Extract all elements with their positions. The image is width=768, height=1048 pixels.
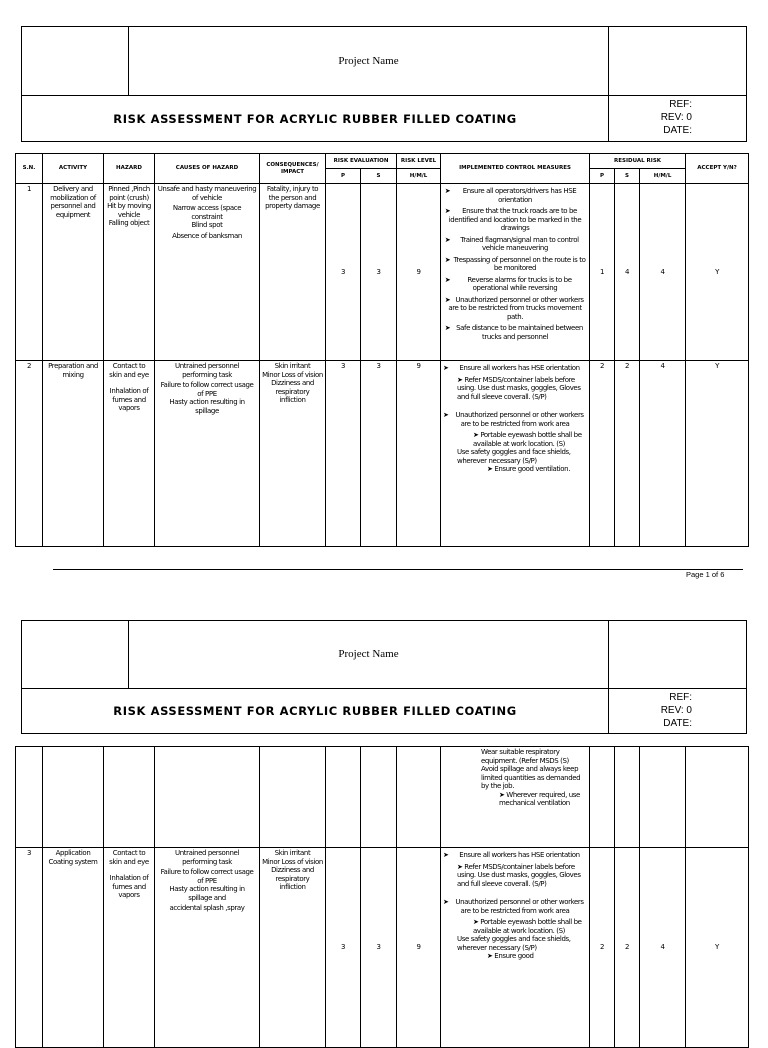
date-label: DATE: — [663, 718, 692, 729]
row-level: 9 — [397, 361, 441, 547]
col-hml: H/M/L — [397, 169, 441, 184]
row-res-level: 4 — [640, 184, 686, 361]
row-level: 9 — [397, 184, 441, 361]
row-causes: Unsafe and hasty maneuvering of vehicle Narrow access (space constraint Blind spot Absence of banksman — [155, 184, 260, 361]
row-accept: Y — [686, 848, 749, 1048]
row-activity: Application Coating system — [43, 848, 104, 1048]
row-res-p: 1 — [590, 184, 615, 361]
header-box-page2 — [21, 620, 747, 734]
row-p: 3 — [326, 848, 361, 1048]
row-controls: ➤ Ensure all workers has HSE orientation ➤ Refer MSDS/container labels before using. Use dust masks, goggles, Gloves and full sleeve coverall. (S/P) ➤ Unauthorized personnel or other workers are to be restricted from work area ➤ Portable eyewash bottle shall be available at work location. (S) Use safety goggles and face shields, wherever necessary (S/P) ➤ Ensure good — [441, 848, 590, 1048]
col-res-p: P — [590, 169, 615, 184]
row-sn: 3 — [16, 848, 43, 1048]
col-risk-level: RISK LEVEL — [397, 154, 441, 169]
row-consequences: Skin irritant Minor Loss of vision Dizziness and respiratory infliction — [260, 848, 326, 1048]
ref-label: REF: — [669, 692, 692, 703]
date-label: DATE: — [663, 125, 692, 136]
risk-table-page2 — [15, 746, 749, 1048]
row-accept: Y — [686, 184, 749, 361]
page-number: Page 1 of 6 — [686, 570, 725, 579]
row-accept: Y — [686, 361, 749, 547]
row-res-level: 4 — [640, 848, 686, 1048]
logo-cell — [22, 27, 129, 95]
table-row — [16, 361, 749, 547]
ref-cell — [608, 96, 747, 142]
table-row — [16, 747, 749, 848]
col-hazard: HAZARD — [104, 154, 155, 184]
row-s: 3 — [361, 848, 397, 1048]
row-controls: ➤ Ensure all workers has HSE orientation ➤ Refer MSDS/container labels before using. Use dust masks, goggles, Gloves and full sleeve coverall. (S/P) ➤ Unauthorized personnel or other workers are to be restricted from work area ➤ Portable eyewash bottle shall be available at work location. (S) Use safety goggles and face shields, wherever necessary (S/P) ➤ Ensure good ventilation. — [441, 361, 590, 547]
col-residual-risk: RESIDUAL RISK — [590, 154, 686, 169]
document-title: RISK ASSESSMENT FOR ACRYLIC RUBBER FILLED COATING — [113, 112, 517, 126]
row-activity: Preparation and mixing — [43, 361, 104, 547]
col-controls: IMPLEMENTED CONTROL MEASURES — [441, 154, 590, 184]
row-s: 3 — [361, 184, 397, 361]
row-sn: 2 — [16, 361, 43, 547]
table-row — [16, 184, 749, 361]
row-hazard: Contact to skin and eye Inhalation of fumes and vapors — [104, 361, 155, 547]
col-res-s: S — [615, 169, 640, 184]
row-causes: Untrained personnel performing task Failure to follow correct usage of PPE Hasty action resulting in spillage and accidental splash ,spray — [155, 848, 260, 1048]
project-name: Project Name — [338, 648, 399, 660]
row-res-p: 2 — [590, 848, 615, 1048]
ref-cell — [608, 689, 747, 734]
col-p: P — [326, 169, 361, 184]
row-s: 3 — [361, 361, 397, 547]
row-res-level: 4 — [640, 361, 686, 547]
col-sn: S.N. — [16, 154, 43, 184]
risk-table — [15, 153, 749, 547]
col-accept: ACCEPT Y/N? — [686, 154, 749, 184]
row-res-s: 4 — [615, 184, 640, 361]
logo-cell — [22, 621, 129, 688]
col-res-hml: H/M/L — [640, 169, 686, 184]
row-consequences: Fatality, injury to the person and property damage — [260, 184, 326, 361]
ref-label: REF: — [669, 99, 692, 110]
row-consequences: Skin irritant Minor Loss of vision Dizziness and respiratory infliction — [260, 361, 326, 547]
header-right-cell — [608, 27, 747, 95]
row-activity: Delivery and mobilization of personnel and equipment — [43, 184, 104, 361]
rev-label: REV: 0 — [660, 705, 692, 716]
row-sn: 1 — [16, 184, 43, 361]
document-title: RISK ASSESSMENT FOR ACRYLIC RUBBER FILLED COATING — [113, 704, 517, 718]
row-hazard: Contact to skin and eye Inhalation of fumes and vapors — [104, 848, 155, 1048]
col-risk-evaluation: RISK EVALUATION — [326, 154, 397, 169]
row-res-s: 2 — [615, 848, 640, 1048]
table-row — [16, 848, 749, 1048]
header-box — [21, 26, 747, 142]
col-s: S — [361, 169, 397, 184]
col-consequences: CONSEQUENCES/ IMPACT — [260, 154, 326, 184]
col-activity: ACTIVITY — [43, 154, 104, 184]
project-name: Project Name — [338, 55, 399, 67]
row-controls: ➤ Ensure all operators/drivers has HSE orientation ➤ Ensure that the truck roads are to be identified and location to be marked in the drawings ➤ Trained flagman/signal man to control vehicle maneuvering ➤ Trespassing of personnel on the route is to be monitored ➤ Reverse alarms for trucks is to be operational while reversing ➤ Unauthorized personnel or other workers are to be restricted from trucks movement path. ➤ Safe distance to be maintained between trucks and personnel — [441, 184, 590, 361]
row-controls: Wear suitable respiratory equipment. (Refer MSDS (S) Avoid spillage and always keep limited quantities as demanded by the job. ➤ Wherever required, use mechanical ventilation — [441, 747, 590, 848]
row-p: 3 — [326, 361, 361, 547]
row-res-p: 2 — [590, 361, 615, 547]
row-p: 3 — [326, 184, 361, 361]
row-level: 9 — [397, 848, 441, 1048]
row-res-s: 2 — [615, 361, 640, 547]
col-causes: CAUSES OF HAZARD — [155, 154, 260, 184]
header-right-cell — [608, 621, 747, 688]
footer-line — [53, 569, 743, 570]
row-causes: Untrained personnel performing task Failure to follow correct usage of PPE Hasty action resulting in spillage — [155, 361, 260, 547]
row-hazard: Pinned ,Pinch point (crush) Hit by moving vehicle Falling object — [104, 184, 155, 361]
rev-label: REV: 0 — [660, 112, 692, 123]
